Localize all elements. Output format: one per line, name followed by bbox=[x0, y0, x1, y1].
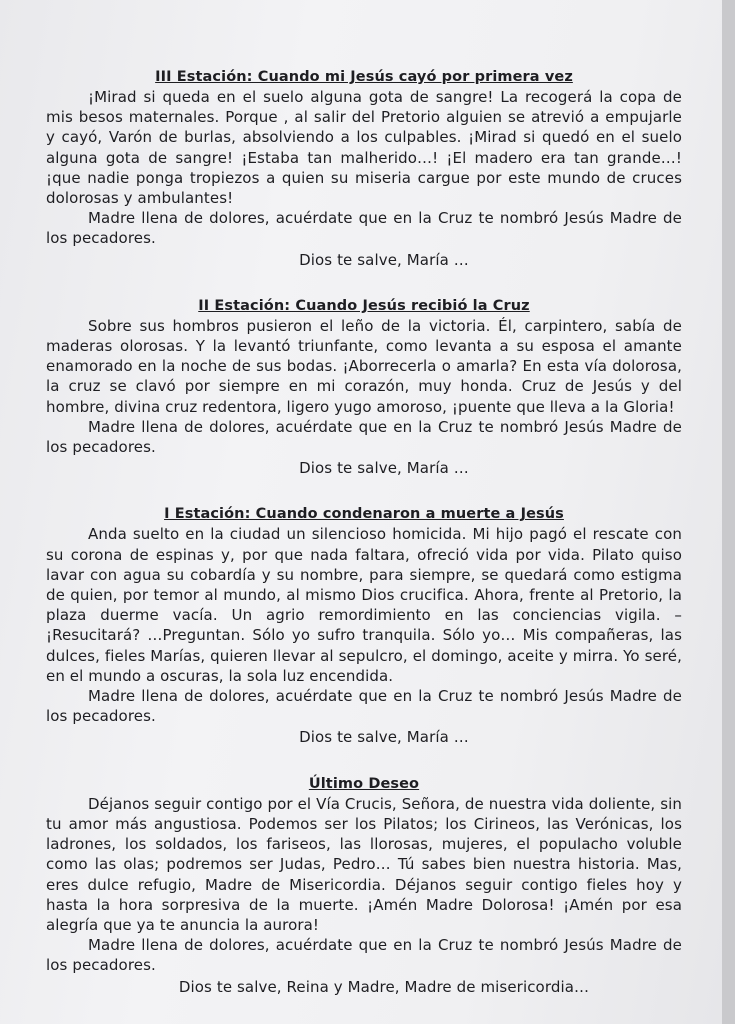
page-edge-shadow bbox=[722, 0, 735, 1024]
section-closing: Dios te salve, Reina y Madre, Madre de misericordia… bbox=[178, 977, 590, 996]
section-estacion-3 bbox=[46, 67, 682, 270]
section-title: I Estación: Cuando condenaron a muerte a Jesús bbox=[164, 506, 564, 523]
section-body: Déjanos seguir contigo por el Vía Crucis, Señora, de nuestra vida doliente, sin tu amor más angustiosa. Podemos ser los Pilatos; los Cirineos, las Verónicas, los ladrones, los soldados, los fariseos, las llorosas, mujeres, el populacho voluble como las olas; podremos ser Judas, Pedro… Tú sabes bien nuestra historia. Mas, eres dulce refugio, Madre de Misericordia. Déjanos seguir contigo fieles hoy y hasta la hora sorpresiva de la muerte. ¡Amén Madre Dolorosa! ¡Amén por esa alegría que ya te anuncia la aurora! bbox=[46, 794, 682, 934]
section-estacion-1 bbox=[46, 504, 682, 747]
section-closing: Dios te salve, María … bbox=[299, 459, 469, 478]
document-content bbox=[46, 67, 682, 997]
section-title: III Estación: Cuando mi Jesús cayó por primera vez bbox=[155, 69, 573, 85]
section-body: Anda suelto en la ciudad un silencioso homicida. Mi hijo pagó el rescate con su corona de espinas y, por que nada faltara, ofreció vida por vida. Pilato quiso lavar con agua su cobardía y su nombre, para siempre, se quedará como estigma de quien, por temor al mundo, al mismo Dios crucifica. Ahora, frente al Pretorio, la plaza duerme vacía. Un agrio remordimiento en las conciencias vigila. – ¡Resucitará? …Preguntan. Sólo yo sufro tranquila. Sólo yo… Mis compañeras, las dulces, fieles Marías, quieren llevar al sepulcro, el domingo, aceite y mirra. Yo seré, en el mundo a oscuras, la sola luz encendida. bbox=[46, 525, 682, 685]
section-estacion-2 bbox=[46, 296, 682, 479]
section-title: II Estación: Cuando Jesús recibió la Cruz bbox=[198, 297, 530, 314]
section-closing: Dios te salve, María … bbox=[299, 728, 469, 747]
section-prayer: Madre llena de dolores, acuérdate que en la Cruz te nombró Jesús Madre de los pecadores. bbox=[46, 936, 682, 975]
section-body: ¡Mirad si queda en el suelo alguna gota de sangre! La recogerá la copa de mis besos maternales. Porque , al salir del Pretorio alguien se atrevió a empujarle y cayó, Varón de burlas, absolviendo a los culpables. ¡Mirad si quedó en el suelo alguna gota de sangre! ¡Estaba tan malherido…! ¡El madero era tan grande…! ¡que nadie ponga tropiezos a quien su miseria cargue por este mundo de cruces dolorosas y ambulantes! bbox=[46, 88, 682, 208]
section-prayer: Madre llena de dolores, acuérdate que en la Cruz te nombró Jesús Madre de los pecadores. bbox=[46, 417, 682, 457]
section-prayer: Madre llena de dolores, acuérdate que en la Cruz te nombró Jesús Madre de los pecadores. bbox=[46, 209, 682, 248]
section-title: Último Deseo bbox=[308, 775, 420, 792]
section-ultimo-deseo bbox=[46, 774, 682, 997]
section-body: Sobre sus hombros pusieron el leño de la victoria. Él, carpintero, sabía de maderas olorosas. Y la levantó triunfante, como levanta a su esposa el amante enamorado en la noche de sus bodas. ¡Aborrecerla o amarla? En esta vía dolorosa, la cruz se clavó por siempre en mi corazón, muy honda. Cruz de Jesús y del hombre, divina cruz redentora, ligero yugo amoroso, ¡puente que lleva a la Gloria! bbox=[46, 316, 682, 416]
section-prayer: Madre llena de dolores, acuérdate que en la Cruz te nombró Jesús Madre de los pecadores. bbox=[46, 687, 682, 726]
section-closing: Dios te salve, María … bbox=[299, 250, 469, 269]
